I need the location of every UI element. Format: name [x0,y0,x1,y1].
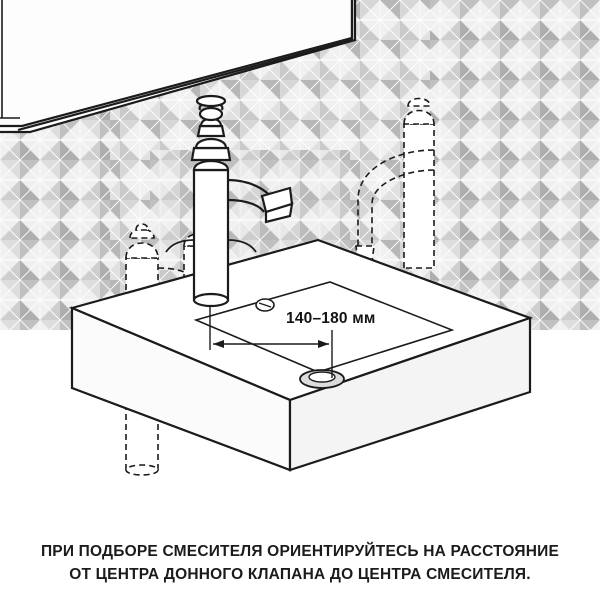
dimension-label: 140–180 мм [286,310,376,327]
faucet-center-marker [256,299,274,311]
caption-line-1: ПРИ ПОДБОРЕ СМЕСИТЕЛЯ ОРИЕНТИРУЙТЕСЬ НА РАССТОЯНИЕ [40,543,560,560]
basin-drain-valve [300,370,344,388]
caption [0,540,600,586]
caption-line-2: ОТ ЦЕНТРА ДОННОГО КЛАПАНА ДО ЦЕНТРА СМЕСИТЕЛЯ. [69,566,531,583]
